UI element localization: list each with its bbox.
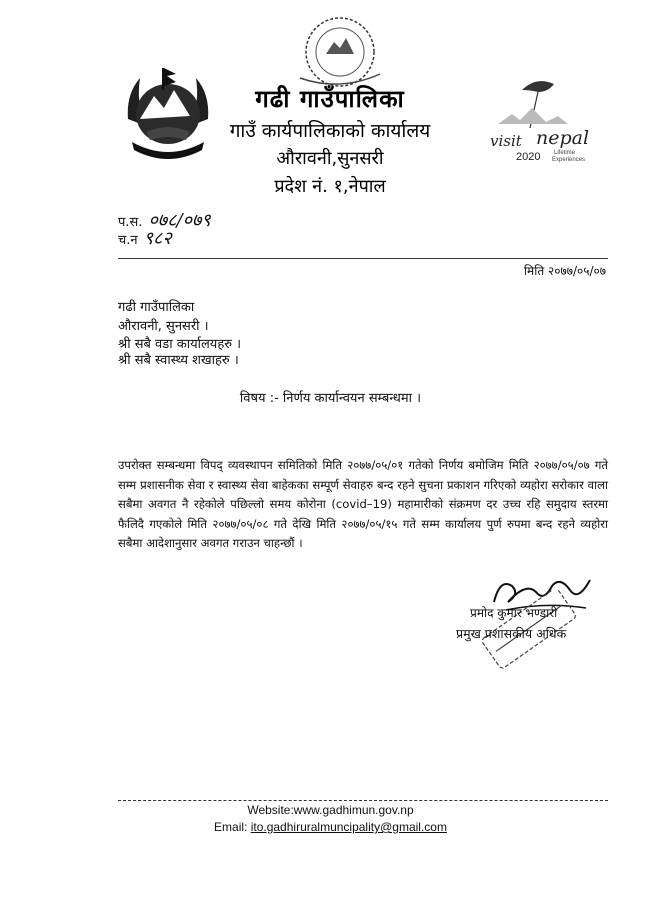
svg-text:Lifetime: Lifetime — [554, 150, 576, 156]
office-address: औरावनी,सुनसरी — [276, 148, 384, 169]
addressee-line: गढी गाउँपालिका — [118, 300, 195, 315]
header-divider — [118, 258, 608, 259]
letter-body: उपरोक्त सम्बन्धमा विपद् व्यवस्थापन समितिको मिति २०७७/०५/०१ गतेको निर्णय बमोजिम मिति २०७७/०५/०७ गते सम्म प्रशासनीक सेवा र स्वास्थ्य सेवा बाहेकका सम्पूर्ण सेवाहरु बन्द रहने सुचना प्रकाशन गरिएको व्यहोरा सरोकार वाला सबैमा अवगत नै रहेकोले पछिल्लो समय कोरोना (covid–19) महामारीको संक्रमण दर उच्च रहि समुदाय स्तरमा फैलिदै गएकोले मिति २०७७/०५/०८ गते देखि मिति २०७७/०५/१५ गते सम्म कार्यालय पुर्ण रुपमा बन्द रहने व्यहोरा सबैमा आदेशानुसार अवगत गराउन चाहन्छौं । — [118, 458, 608, 550]
cn-label: च.न — [118, 233, 138, 248]
svg-text:Experiences: Experiences — [552, 157, 586, 163]
svg-text:2020: 2020 — [516, 151, 541, 163]
organization-name: गढी गाउँपालिका — [255, 85, 405, 113]
footer-email — [0, 820, 661, 834]
svg-text:nepal: nepal — [536, 127, 590, 149]
letter-subject: विषय :- निर्णय कार्यान्वयन सम्बन्धमा । — [239, 391, 422, 406]
office-name: गाउँ कार्यपालिकाको कार्यालय — [229, 120, 431, 142]
svg-text:visit: visit — [490, 132, 522, 150]
website-link[interactable]: www.gadhimun.gov.np — [293, 803, 414, 817]
addressee-line: श्री सबै स्वास्थ्य शखाहरु । — [118, 353, 239, 368]
email-label: Email: — [214, 820, 251, 834]
footer-divider — [118, 800, 608, 801]
email-link[interactable]: ito.gadhiruralmuncipality@gmail.com — [250, 820, 447, 834]
cn-value: ९८२ — [143, 228, 172, 249]
ps-label: प.स. — [118, 215, 143, 230]
website-label: Website: — [247, 803, 294, 817]
ps-value: ०७८/०७९ — [148, 210, 211, 231]
reference-cn — [118, 226, 172, 250]
signatory-name: प्रमोद कुमार भण्डारी — [470, 606, 558, 620]
footer-website — [0, 803, 661, 817]
addressee-line: औरावनी, सुनसरी । — [118, 319, 209, 334]
province-line: प्रदेश नं. १,नेपाल — [274, 176, 386, 197]
addressee-line: श्री सबै वडा कार्यालयहरु । — [118, 337, 242, 352]
visit-nepal-logo — [488, 68, 628, 168]
signatory-title: प्रमुख प्रशासकीय अधिक — [456, 626, 567, 641]
letter-date: मिति २०७७/०५/०७ — [523, 264, 606, 278]
